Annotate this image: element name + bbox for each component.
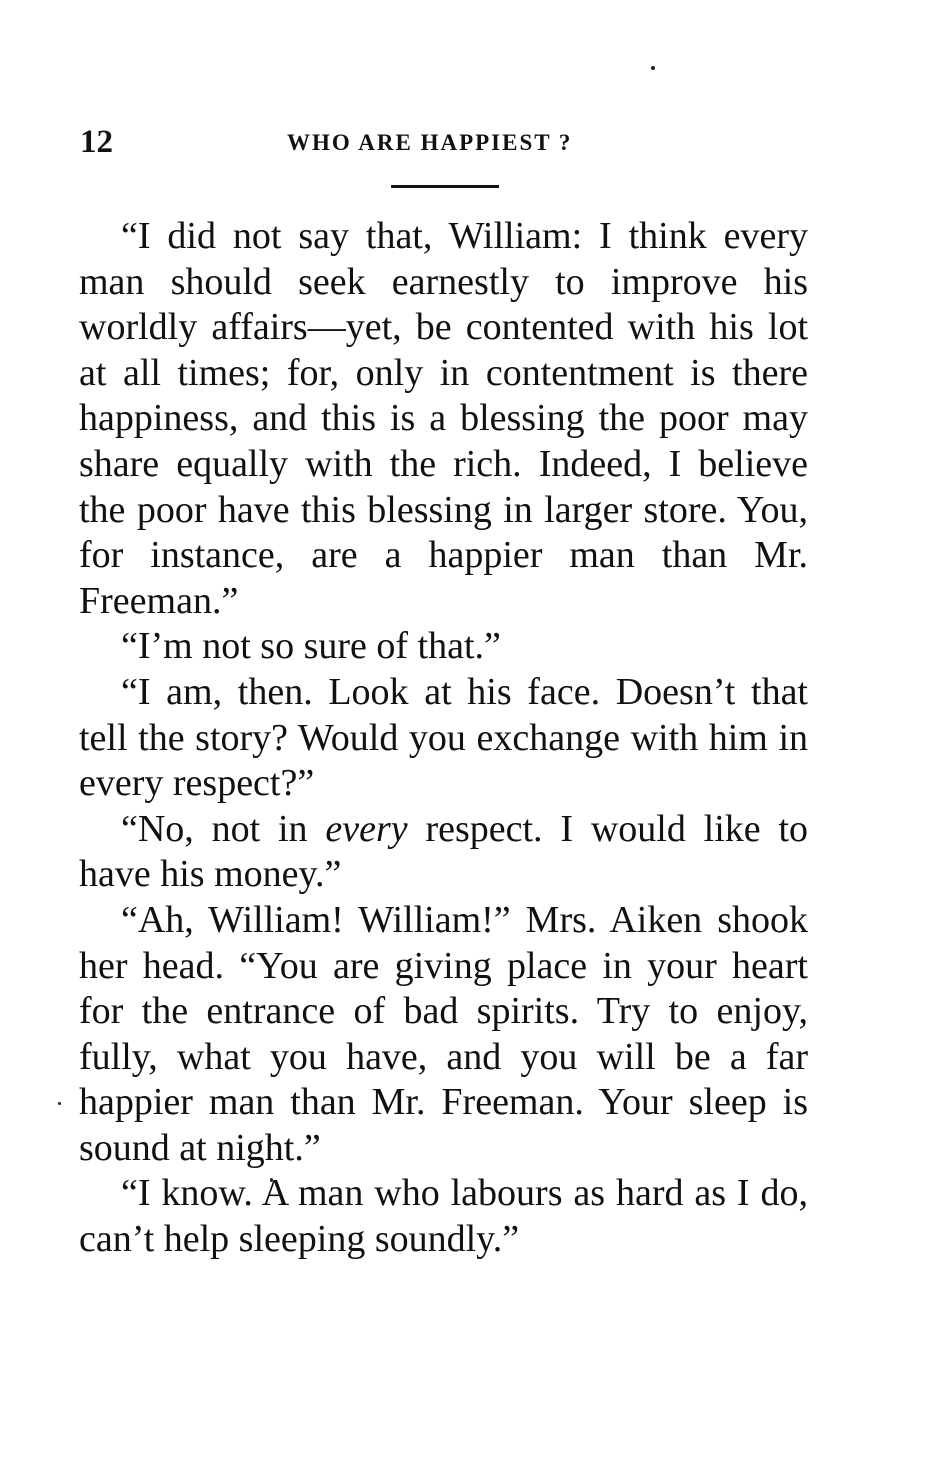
paragraph: “I’m not so sure of that.” bbox=[121, 625, 501, 668]
paragraph-text: “No, not in bbox=[121, 807, 326, 850]
paragraph-text: respect. I would like to have his money.” bbox=[79, 807, 808, 896]
paragraph: “I am, then. Look at his face. Doesn’t that tell the story? Would you exchange with him in every respect?” bbox=[79, 670, 808, 805]
emphasis-text: every bbox=[325, 807, 408, 850]
ink-speck-top bbox=[651, 66, 655, 70]
head-rule bbox=[391, 185, 499, 188]
paragraph: “I know. A man who labours as hard as I do, can’t help sleeping soundly.” bbox=[79, 1172, 808, 1261]
ink-speck-left bbox=[58, 1102, 61, 1105]
running-head: WHO ARE HAPPIEST ? bbox=[287, 130, 573, 155]
body-text bbox=[79, 214, 808, 1263]
paragraph bbox=[79, 807, 808, 898]
paragraph: “Ah, William! William!” Mrs. Aiken shook her head. “You are giving place in your heart for the entrance of bad spirits. Try to enjoy, fully, what you have, and you will be a far happier man than Mr. Freeman. Your sleep is sound at night.” bbox=[79, 898, 808, 1169]
paragraph: “I did not say that, William: I think every man should seek earnestly to improve his worldly affairs—yet, be contented with his lot at all times; for, only in contentment is there happiness, and this is a blessing the poor may share equally with the rich. Indeed, I believe the poor have this blessing in larger store. You, for instance, are a happier man than Mr. Freeman.” bbox=[79, 215, 808, 622]
page-number: 12 bbox=[80, 124, 113, 160]
